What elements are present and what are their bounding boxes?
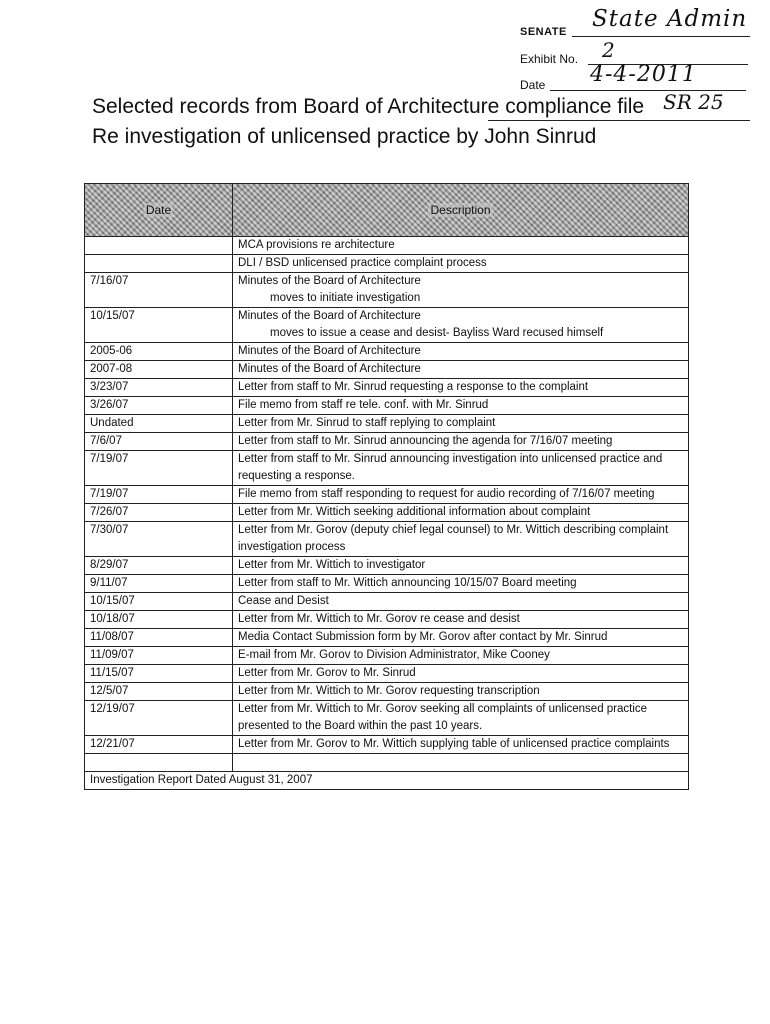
senate-label: SENATE xyxy=(520,26,567,38)
row-description xyxy=(233,754,689,772)
row-description xyxy=(233,308,689,343)
row-date: 8/29/07 xyxy=(85,557,233,575)
row-description xyxy=(233,683,689,701)
row-description xyxy=(233,611,689,629)
table-row xyxy=(85,361,689,379)
row-description-text: Letter from Mr. Gorov to Mr. Wittich supplying table of unlicensed practice complaints xyxy=(238,738,670,750)
table-header-row xyxy=(85,184,689,237)
row-description xyxy=(233,504,689,522)
table-row xyxy=(85,486,689,504)
table-row xyxy=(85,237,689,255)
row-date: 7/16/07 xyxy=(85,273,233,308)
row-description xyxy=(233,415,689,433)
table-row xyxy=(85,433,689,451)
row-date: 7/6/07 xyxy=(85,433,233,451)
row-date: 7/19/07 xyxy=(85,486,233,504)
row-description xyxy=(233,701,689,736)
table-row xyxy=(85,754,689,772)
row-description-text: Letter from Mr. Sinrud to staff replying to complaint xyxy=(238,417,496,429)
row-description-text: File memo from staff responding to request for audio recording of 7/16/07 meeting xyxy=(238,488,655,500)
table-row xyxy=(85,683,689,701)
table-row xyxy=(85,736,689,754)
page-title: Selected records from Board of Architecture compliance file xyxy=(92,95,645,118)
row-date: 3/23/07 xyxy=(85,379,233,397)
row-description-text: E-mail from Mr. Gorov to Division Administrator, Mike Cooney xyxy=(238,649,550,661)
row-date: 2007-08 xyxy=(85,361,233,379)
row-description-text: Letter from Mr. Gorov (deputy chief legal counsel) to Mr. Wittich describing complaint investigation process xyxy=(238,524,669,553)
row-description-text: Letter from staff to Mr. Wittich announcing 10/15/07 Board meeting xyxy=(238,577,577,589)
row-description-text: DLI / BSD unlicensed practice complaint process xyxy=(238,257,487,269)
row-date: 12/5/07 xyxy=(85,683,233,701)
table-row xyxy=(85,255,689,273)
senate-value: State Admin xyxy=(592,6,748,32)
table-row xyxy=(85,611,689,629)
table-row xyxy=(85,701,689,736)
page-subtitle: Re investigation of unlicensed practice by John Sinrud xyxy=(92,125,597,148)
records-table xyxy=(84,183,689,790)
row-description xyxy=(233,522,689,557)
row-description-text: Letter from staff to Mr. Sinrud announcing investigation into unlicensed practice and requesting a response. xyxy=(238,453,663,482)
row-description-text: Media Contact Submission form by Mr. Gorov after contact by Mr. Sinrud xyxy=(238,631,608,643)
row-date: 9/11/07 xyxy=(85,575,233,593)
row-description-text: Letter from Mr. Wittich seeking additional information about complaint xyxy=(238,506,591,518)
row-description-subline: moves to initiate investigation xyxy=(270,292,421,304)
row-date: 7/26/07 xyxy=(85,504,233,522)
row-description xyxy=(233,397,689,415)
table-row xyxy=(85,504,689,522)
row-description xyxy=(233,486,689,504)
table-row xyxy=(85,397,689,415)
row-date xyxy=(85,237,233,255)
row-description xyxy=(233,593,689,611)
table-row xyxy=(85,273,689,308)
row-date: 7/30/07 xyxy=(85,522,233,557)
exhibit-label: Exhibit No. xyxy=(520,52,579,66)
table-row xyxy=(85,379,689,397)
row-description-text: Minutes of the Board of Architecture xyxy=(238,275,421,287)
header-date: Date xyxy=(85,184,233,237)
row-description-text: Letter from Mr. Wittich to Mr. Gorov requesting transcription xyxy=(238,685,540,697)
row-description-text: Letter from staff to Mr. Sinrud requesting a response to the complaint xyxy=(238,381,589,393)
row-description-text: Letter from Mr. Gorov to Mr. Sinrud xyxy=(238,667,416,679)
row-date: 3/26/07 xyxy=(85,397,233,415)
table-row xyxy=(85,575,689,593)
row-description xyxy=(233,665,689,683)
row-date: 7/19/07 xyxy=(85,451,233,486)
row-description xyxy=(233,379,689,397)
table-footer-row xyxy=(85,772,689,790)
row-description-text: Minutes of the Board of Architecture xyxy=(238,363,421,375)
row-description-text: File memo from staff re tele. conf. with Mr. Sinrud xyxy=(238,399,489,411)
table-row xyxy=(85,522,689,557)
table-row xyxy=(85,415,689,433)
row-date: 10/15/07 xyxy=(85,308,233,343)
row-date: 10/15/07 xyxy=(85,593,233,611)
row-description xyxy=(233,237,689,255)
row-date: 11/09/07 xyxy=(85,647,233,665)
table-row xyxy=(85,665,689,683)
bill-underline xyxy=(488,120,750,121)
row-date: 12/19/07 xyxy=(85,701,233,736)
table-row xyxy=(85,647,689,665)
row-description xyxy=(233,451,689,486)
row-description xyxy=(233,647,689,665)
row-date: 10/18/07 xyxy=(85,611,233,629)
row-description xyxy=(233,736,689,754)
row-date: 12/21/07 xyxy=(85,736,233,754)
row-description-text: Letter from staff to Mr. Sinrud announcing the agenda for 7/16/07 meeting xyxy=(238,435,613,447)
row-date: 2005-06 xyxy=(85,343,233,361)
investigation-report-note: Investigation Report Dated August 31, 2007 xyxy=(85,772,689,790)
row-date: 11/15/07 xyxy=(85,665,233,683)
table-row xyxy=(85,629,689,647)
row-description xyxy=(233,361,689,379)
table-row xyxy=(85,308,689,343)
header-description: Description xyxy=(233,184,689,237)
row-description xyxy=(233,343,689,361)
table-row xyxy=(85,593,689,611)
row-date: 11/08/07 xyxy=(85,629,233,647)
row-description-text: Minutes of the Board of Architecture xyxy=(238,310,421,322)
row-description-text: Minutes of the Board of Architecture xyxy=(238,345,421,357)
row-description-text: MCA provisions re architecture xyxy=(238,239,395,251)
row-description xyxy=(233,557,689,575)
row-description-subline: moves to issue a cease and desist- Bayliss Ward recused himself xyxy=(270,327,604,339)
exhibit-stamp xyxy=(520,6,760,92)
date-value: 4-4-2011 xyxy=(590,62,697,87)
table-row xyxy=(85,451,689,486)
row-date xyxy=(85,255,233,273)
table-row xyxy=(85,557,689,575)
row-date xyxy=(85,754,233,772)
row-description-text: Cease and Desist xyxy=(238,595,329,607)
row-description xyxy=(233,255,689,273)
date-label: Date xyxy=(520,78,546,92)
row-date: Undated xyxy=(85,415,233,433)
exhibit-value: 2 xyxy=(602,38,616,62)
row-description xyxy=(233,433,689,451)
table-row xyxy=(85,343,689,361)
row-description-text: Letter from Mr. Wittich to investigator xyxy=(238,559,426,571)
row-description-text: Letter from Mr. Wittich to Mr. Gorov seeking all complaints of unlicensed practice presented to the Board within the past 10 years. xyxy=(238,703,648,732)
row-description xyxy=(233,629,689,647)
bill-number: SR 25 xyxy=(663,90,724,114)
row-description xyxy=(233,273,689,308)
row-description xyxy=(233,575,689,593)
row-description-text: Letter from Mr. Wittich to Mr. Gorov re cease and desist xyxy=(238,613,520,625)
